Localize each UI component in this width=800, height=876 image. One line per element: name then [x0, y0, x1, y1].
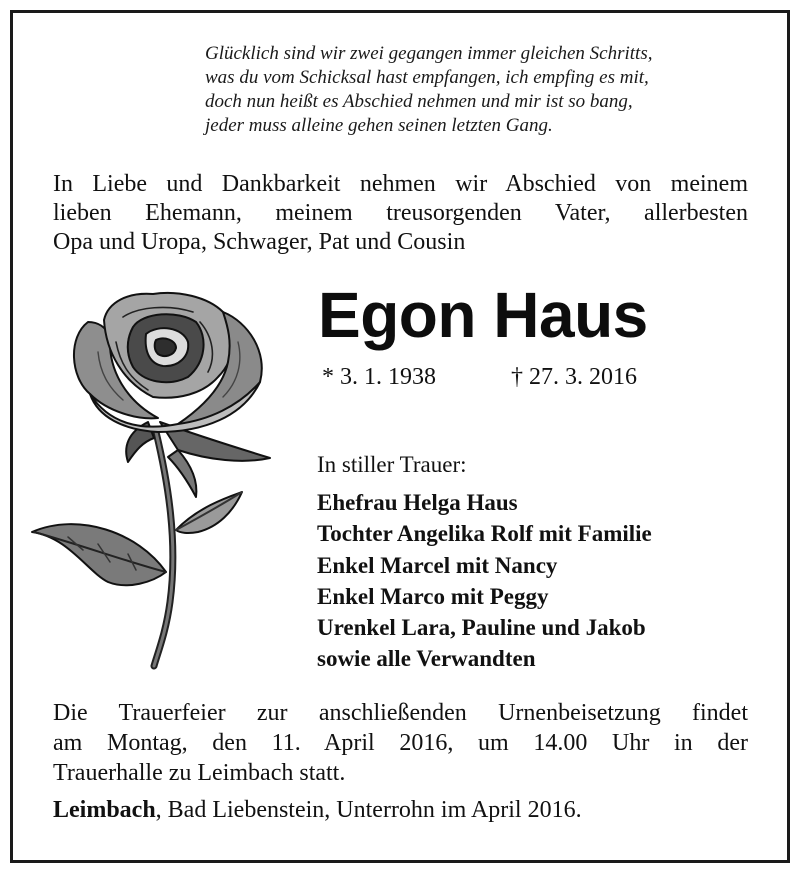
mourners-heading: In stiller Trauer:	[317, 452, 467, 477]
footer-places	[53, 795, 582, 825]
mourner-entry: sowie alle Verwandten	[317, 646, 536, 672]
intro-line: Opa und Uropa, Schwager, Pat und Cousin	[53, 229, 466, 255]
funeral-line: Die Trauerfeier zur anschließenden Urnenbeisetzung findet	[53, 700, 748, 726]
poem-verse	[205, 42, 765, 138]
footer-place-bold: Leimbach	[53, 797, 156, 823]
poem-line: Glücklich sind wir zwei gegangen immer gleichen Schritts,	[205, 43, 653, 64]
funeral-line: Trauerhalle zu Leimbach statt.	[53, 760, 346, 786]
mourner-entry: Enkel Marcel mit Nancy	[317, 552, 558, 578]
poem-line: was du vom Schicksal hast empfangen, ich empfing es mit,	[205, 67, 649, 88]
intro-paragraph	[53, 170, 748, 257]
poem-line: jeder muss alleine gehen seinen letzten Gang.	[205, 115, 553, 136]
birth-date: * 3. 1. 1938	[322, 364, 436, 390]
mourner-entry: Tochter Angelika Rolf mit Familie	[317, 521, 652, 547]
mourners-list	[317, 487, 652, 675]
poem-line: doch nun heißt es Abschied nehmen und mir ist so bang,	[205, 91, 633, 112]
mourner-entry: Enkel Marco mit Peggy	[317, 583, 549, 609]
death-date: † 27. 3. 2016	[511, 364, 637, 390]
rose-illustration	[28, 282, 278, 672]
intro-line: lieben Ehemann, meinem treusorgenden Vater, allerbesten	[53, 200, 748, 226]
footer-place-rest: , Bad Liebenstein, Unterrohn im April 2016.	[155, 797, 582, 823]
deceased-name: Egon Haus	[318, 279, 648, 351]
funeral-notice	[53, 698, 748, 788]
funeral-line: am Montag, den 11. April 2016, um 14.00 Uhr in der	[53, 730, 748, 756]
intro-line: In Liebe und Dankbarkeit nehmen wir Abschied von meinem	[53, 171, 748, 197]
mourner-entry: Urenkel Lara, Pauline und Jakob	[317, 615, 646, 641]
mourner-entry: Ehefrau Helga Haus	[317, 490, 518, 515]
